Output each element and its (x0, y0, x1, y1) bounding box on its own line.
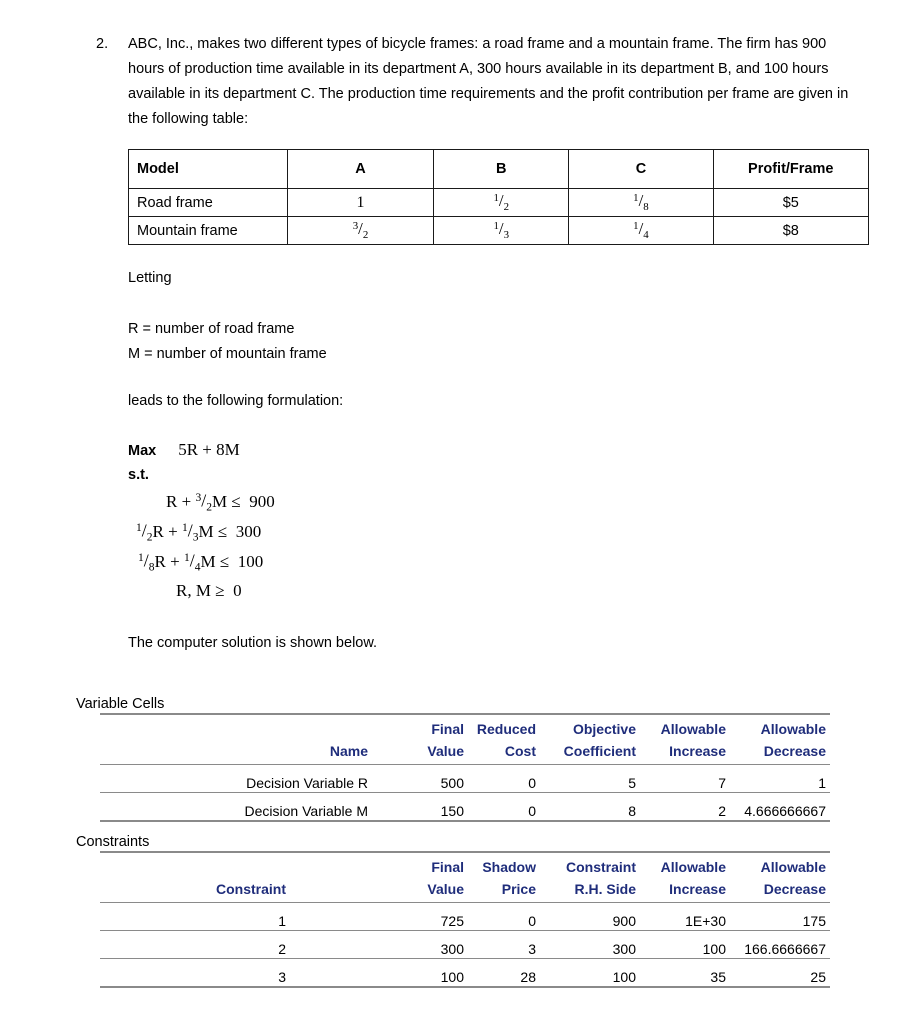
cn-row2-name: 3 (100, 959, 390, 988)
cell-mountain-b: $^1/_3$ (434, 217, 569, 245)
cn-header-rhs: R.H. Side (540, 878, 640, 903)
header-profit-frame: Profit/Frame (713, 150, 868, 189)
cell-mountain-a: $^3/_2$ (287, 217, 433, 245)
vc-row0-objective-coefficient: 5 (540, 765, 640, 793)
production-requirements-table (128, 149, 869, 245)
header-dept-c: C (569, 150, 713, 189)
variable-cells-label: Variable Cells (76, 696, 165, 712)
header-dept-a: A (287, 150, 433, 189)
cn-row0-rhs: 900 (540, 903, 640, 931)
vc-row0-final-value: 500 (390, 765, 468, 793)
subject-to-line (128, 463, 488, 487)
st-label: s.t. (128, 467, 149, 483)
vc-header-top-objective: Objective (540, 714, 640, 740)
max-label: Max (128, 443, 157, 459)
constraints-label: Constraints (76, 834, 150, 850)
cn-header-top-blank (100, 852, 390, 878)
cn-row1-shadow-price: 3 (468, 931, 540, 959)
table-row (129, 217, 869, 245)
cell-road-a: 1 (287, 189, 433, 217)
cn-row2-allowable-decrease: 25 (730, 959, 830, 988)
cn-row1-final-value: 300 (390, 931, 468, 959)
cn-header-price: Price (468, 878, 540, 903)
vc-row1-reduced-cost: 0 (468, 793, 540, 822)
cell-model-road: Road frame (129, 189, 288, 217)
cn-row0-final-value: 725 (390, 903, 468, 931)
cell-mountain-c: $^1/_4$ (569, 217, 713, 245)
vc-header-top-allowable-dec: Allowable (730, 714, 830, 740)
definition-r: R = number of road frame (128, 321, 295, 337)
cn-row2-rhs: 100 (540, 959, 640, 988)
header-model: Model (129, 150, 288, 189)
vc-header-value: Value (390, 740, 468, 765)
vc-header-decrease: Decrease (730, 740, 830, 765)
problem-number: 2. (96, 36, 109, 52)
constraint-line-2: $^1/_2R + ^1/_3M \le 300$ (136, 521, 262, 545)
cn-header-top-shadow: Shadow (468, 852, 540, 878)
cn-header-top-final: Final (390, 852, 468, 878)
cn-row1-name: 2 (100, 931, 390, 959)
cn-header-increase: Increase (640, 878, 730, 903)
vc-row0-reduced-cost: 0 (468, 765, 540, 793)
cn-header-constraint: Constraint (100, 878, 390, 903)
variable-definitions (128, 317, 327, 367)
variable-cells-body (100, 765, 830, 822)
cn-row1-rhs: 300 (540, 931, 640, 959)
cn-header-top-allowable-inc: Allowable (640, 852, 730, 878)
cn-row2-final-value: 100 (390, 959, 468, 988)
constraint-line-1: $R + ^3/_2M \le 900$ (166, 491, 275, 515)
cell-model-mountain: Mountain frame (129, 217, 288, 245)
cn-row0-name: 1 (100, 903, 390, 931)
computer-solution-note: The computer solution is shown below. (128, 635, 378, 651)
vc-row0-allowable-decrease: 1 (730, 765, 830, 793)
table-row (100, 959, 830, 988)
variable-cells-table (100, 713, 830, 822)
vc-header-coefficient: Coefficient (540, 740, 640, 765)
vc-header-cost: Cost (468, 740, 540, 765)
table-header-row-bottom (100, 878, 830, 903)
vc-row1-final-value: 150 (390, 793, 468, 822)
cell-road-profit: $5 (713, 189, 868, 217)
constraint-line-3: $^1/_8R + ^1/_4M \le 100$ (138, 551, 264, 575)
problem-statement (96, 32, 866, 132)
requirements-table-body (129, 189, 869, 245)
vc-header-top-blank (100, 714, 390, 740)
table-header-row (129, 150, 869, 189)
table-row (100, 765, 830, 793)
vc-row0-allowable-increase: 7 (640, 765, 730, 793)
cn-row1-allowable-increase: 100 (640, 931, 730, 959)
table-row (129, 189, 869, 217)
vc-header-increase: Increase (640, 740, 730, 765)
cn-row0-shadow-price: 0 (468, 903, 540, 931)
cn-row2-shadow-price: 28 (468, 959, 540, 988)
variable-cells-head (100, 714, 830, 765)
leads-to-text: leads to the following formulation: (128, 393, 344, 409)
cn-row0-allowable-increase: 1E+30 (640, 903, 730, 931)
table-row (100, 903, 830, 931)
vc-header-top-final: Final (390, 714, 468, 740)
cn-header-decrease: Decrease (730, 878, 830, 903)
table-header-row-top (100, 714, 830, 740)
cn-header-value: Value (390, 878, 468, 903)
constraints-head (100, 852, 830, 903)
objective-function-line (128, 438, 488, 463)
header-dept-b: B (434, 150, 569, 189)
vc-row1-name: Decision Variable M (100, 793, 390, 822)
cn-row0-allowable-decrease: 175 (730, 903, 830, 931)
cn-row1-allowable-decrease: 166.6666667 (730, 931, 830, 959)
constraints-table (100, 851, 830, 988)
cn-header-top-allowable-dec: Allowable (730, 852, 830, 878)
table-row (100, 931, 830, 959)
table-header-row-bottom (100, 740, 830, 765)
vc-header-name: Name (100, 740, 390, 765)
vc-row0-name: Decision Variable R (100, 765, 390, 793)
vc-header-top-reduced: Reduced (468, 714, 540, 740)
cell-road-b: $^1/_2$ (434, 189, 569, 217)
letting-intro: Letting (128, 270, 172, 286)
table-row (100, 793, 830, 822)
vc-header-top-allowable-inc: Allowable (640, 714, 730, 740)
objective-expression: 5R + 8M (178, 440, 240, 459)
problem-body-text: ABC, Inc., makes two different types of bicycle frames: a road frame and a mountain frame. The firm has 900 hours of production time available in its department A, 300 hours available in its department B, and 100 hours available in its department C. The production time requirements and the profit contribution per frame are given in the following table: (128, 36, 849, 127)
cell-road-c: $^1/_8$ (569, 189, 713, 217)
constraints-body (100, 903, 830, 988)
definition-m: M = number of mountain frame (128, 346, 327, 362)
cn-row2-allowable-increase: 35 (640, 959, 730, 988)
vc-row1-allowable-increase: 2 (640, 793, 730, 822)
vc-row1-allowable-decrease: 4.666666667 (730, 793, 830, 822)
lp-formulation (128, 438, 488, 605)
vc-row1-objective-coefficient: 8 (540, 793, 640, 822)
cell-mountain-profit: $8 (713, 217, 868, 245)
cn-header-top-constraint: Constraint (540, 852, 640, 878)
requirements-table-head (129, 150, 869, 189)
nonnegativity-line: R, M ≥ 0 (176, 581, 242, 600)
table-header-row-top (100, 852, 830, 878)
